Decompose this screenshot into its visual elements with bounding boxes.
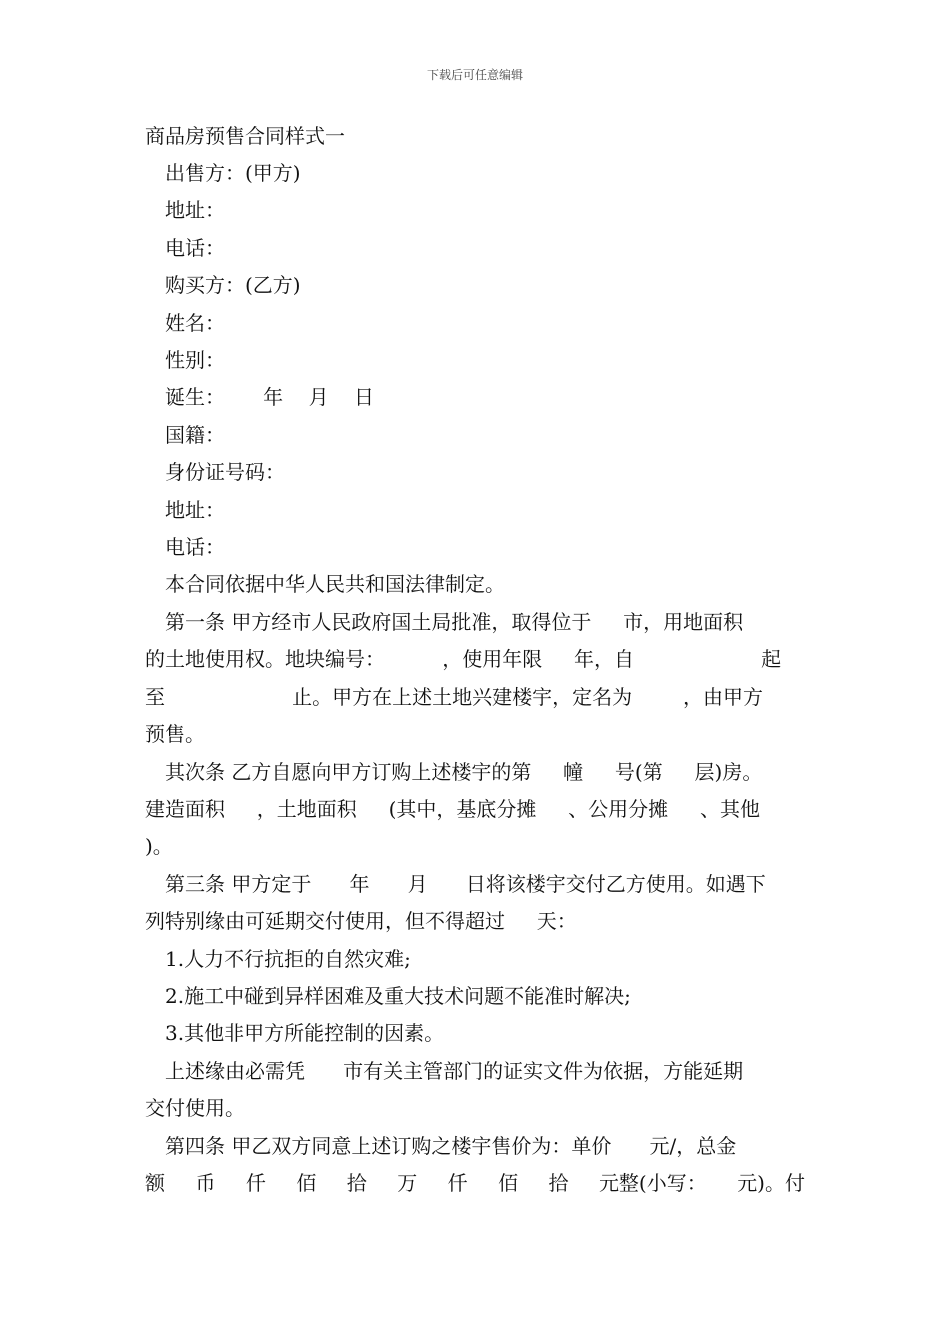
article4-word: 拾 bbox=[346, 1170, 367, 1195]
list-item: 1.人力不行抗拒的自然灾难; bbox=[165, 946, 411, 971]
buyer-phone-line: 电话： bbox=[165, 535, 225, 560]
buyer-nationality-line: 国籍： bbox=[165, 422, 225, 447]
article4-word: 元)。付 bbox=[737, 1170, 805, 1195]
article4-justified-line bbox=[145, 1165, 805, 1202]
article2-line: )。 bbox=[145, 834, 173, 859]
article4-word: 元整(小写： bbox=[598, 1170, 707, 1195]
article4-word: 币 bbox=[195, 1170, 216, 1195]
seller-address-line: 地址： bbox=[165, 198, 225, 223]
article4-word: 万 bbox=[397, 1170, 418, 1195]
buyer-id-line: 身份证号码： bbox=[165, 460, 285, 485]
page-header-note: 下载后可任意编辑 bbox=[426, 68, 523, 82]
article4-word: 佰 bbox=[498, 1170, 519, 1195]
buyer-name-line: 姓名： bbox=[165, 310, 225, 335]
article4-word: 仟 bbox=[245, 1170, 266, 1195]
article2-line: 其次条 乙方自愿向甲方订购上述楼宇的第 幢 号(第 层)房。 bbox=[165, 759, 763, 784]
list-item: 2.施工中碰到异样困难及重大技术问题不能准时解决; bbox=[165, 983, 631, 1008]
article1-line: 第一条 甲方经市人民政府国土局批准，取得位于 市，用地面积 bbox=[165, 609, 744, 634]
buyer-gender-line: 性别： bbox=[165, 348, 225, 373]
buyer-address-line: 地址： bbox=[165, 497, 225, 522]
article1-line: 预售。 bbox=[145, 722, 205, 747]
article4-word: 佰 bbox=[296, 1170, 317, 1195]
article3-line: 第三条 甲方定于 年 月 日将该楼宇交付乙方使用。如遇下 bbox=[165, 871, 766, 896]
article2-line: 建造面积 ，土地面积 (其中，基底分摊 、公用分摊 、其他 bbox=[145, 796, 760, 821]
document-title: 商品房预售合同样式一 bbox=[145, 124, 345, 148]
article4-line: 第四条 甲乙双方同意上述订购之楼宇售价为：单价 元/，总金 bbox=[165, 1133, 737, 1158]
article4-word: 仟 bbox=[447, 1170, 468, 1195]
article1-line: 至 止。甲方在上述土地兴建楼宇，定名为 ，由甲方 bbox=[145, 684, 764, 709]
evidence-line: 上述缘由必需凭 市有关主管部门的证实文件为依据，方能延期 bbox=[165, 1058, 744, 1083]
article4-word: 拾 bbox=[548, 1170, 569, 1195]
article4-word: 额 bbox=[145, 1170, 165, 1195]
seller-party-line: 出售方：(甲方) bbox=[165, 161, 301, 185]
contract-basis-line: 本合同依据中华人民共和国法律制定。 bbox=[165, 572, 505, 597]
contract-document bbox=[145, 118, 805, 1202]
seller-phone-line: 电话： bbox=[165, 235, 225, 260]
list-item: 3.其他非甲方所能控制的因素。 bbox=[165, 1021, 445, 1046]
buyer-birth-line: 诞生： 年 月 日 bbox=[165, 385, 375, 410]
article3-line: 列特别缘由可延期交付使用，但不得超过 天： bbox=[145, 909, 577, 934]
evidence-line: 交付使用。 bbox=[145, 1096, 245, 1121]
article1-line: 的土地使用权。地块编号： ，使用年限 年，自 起 bbox=[145, 647, 782, 672]
buyer-party-line: 购买方：(乙方) bbox=[165, 273, 301, 298]
